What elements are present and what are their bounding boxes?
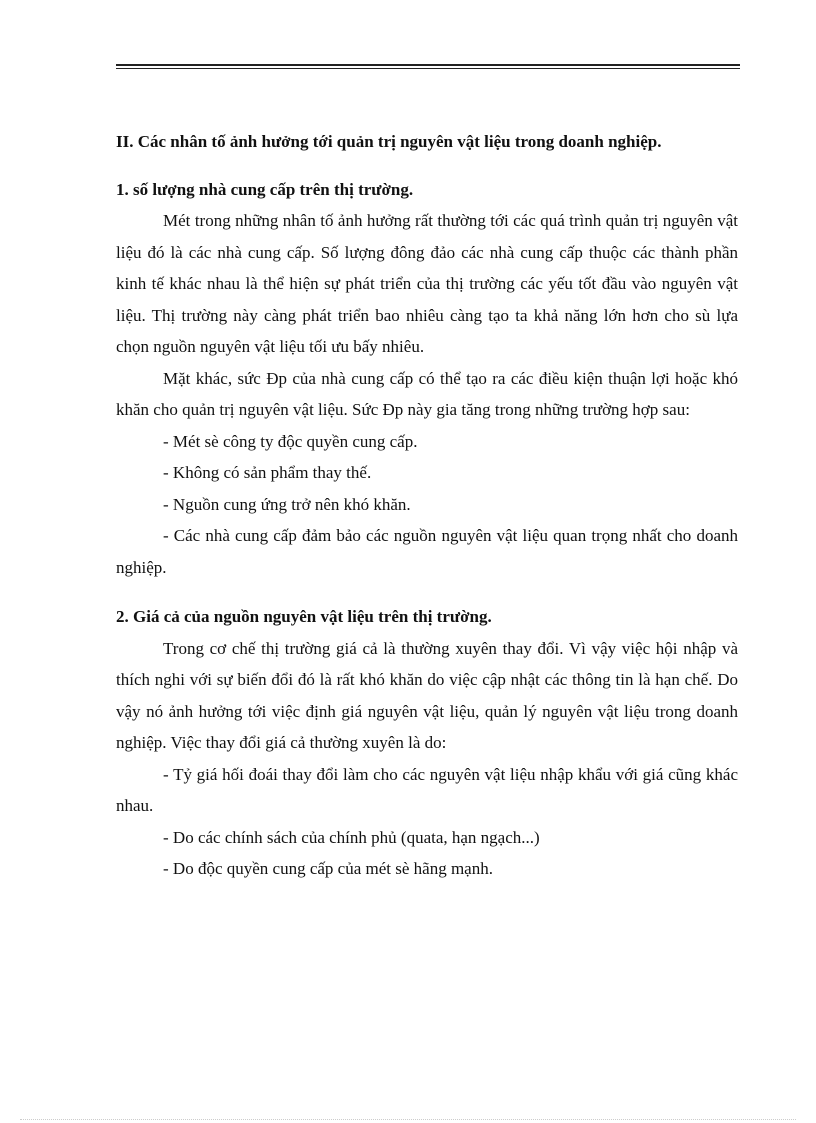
main-heading: II. Các nhân tố ảnh hưởng tới quản trị nguyên vật liệu trong doanh nghiệp. bbox=[116, 132, 662, 151]
section-1-heading: 1. số lượng nhà cung cấp trên thị trường. bbox=[116, 179, 414, 199]
section-2-bullet-3: - Do độc quyền cung cấp của mét sè hãng mạnh. bbox=[163, 859, 493, 878]
section-1-bullet-2: - Không có sản phẩm thay thế. bbox=[163, 463, 372, 482]
section-1-paragraph-1: Mét trong những nhân tố ảnh hưởng rất thường tới các quá trình quản trị nguyên vật liệu đó là các nhà cung cấp. Số lượng đông đảo các nhà cung cấp thuộc các thành phần kinh tế khác nhau là thể hiện sự phát triển của thị trường các yếu tốt đầu vào nguyên vật liệu. Thị trường này càng phát triển bao nhiêu càng tạo ta khả năng lớn hơn cho sù lựa chọn nguồn nguyên vật liệu tối ưu bấy nhiêu. bbox=[116, 211, 738, 356]
header-double-rule bbox=[116, 64, 740, 70]
header-rule-thin-line bbox=[116, 68, 740, 69]
section-2-bullet-2: - Do các chính sách của chính phủ (quata, hạn ngạch...) bbox=[163, 827, 540, 847]
section-1-bullet-1: - Mét sè công ty độc quyền cung cấp. bbox=[163, 431, 418, 451]
header-rule-thick-line bbox=[116, 64, 740, 66]
section-2-paragraph-1: Trong cơ chế thị trường giá cả là thường xuyên thay đổi. Vì vậy việc hội nhập và thích nghi với sự biến đổi đó là rất khó khăn do việc cập nhật các thông tin là hạn chế. Do vậy nó ảnh hưởng tới việc định giá nguyên vật liệu, quản lý nguyên vật liệu trong doanh nghiệp. Việc thay đổi giá cả thường xuyên là do: bbox=[116, 638, 738, 752]
section-2-bullet-1: - Tỷ giá hối đoái thay đổi làm cho các nguyên vật liệu nhập khẩu với giá cũng khác nhau. bbox=[116, 764, 738, 815]
document-body bbox=[116, 126, 738, 885]
section-1-bullet-3: - Nguồn cung ứng trở nên khó khăn. bbox=[163, 494, 411, 514]
section-1-bullet-4: - Các nhà cung cấp đảm bảo các nguồn nguyên vật liệu quan trọng nhất cho doanh nghiệp. bbox=[116, 526, 738, 577]
page-bottom-dotted-border bbox=[20, 1119, 796, 1121]
section-2-heading: 2. Giá cả của nguồn nguyên vật liệu trên thị trường. bbox=[116, 607, 492, 626]
section-1-paragraph-2: Mặt khác, sức Ðp của nhà cung cấp có thể tạo ra các điều kiện thuận lợi hoặc khó khăn cho quản trị nguyên vật liệu. Sức Ðp này gia tăng trong những trường hợp sau: bbox=[116, 368, 738, 419]
